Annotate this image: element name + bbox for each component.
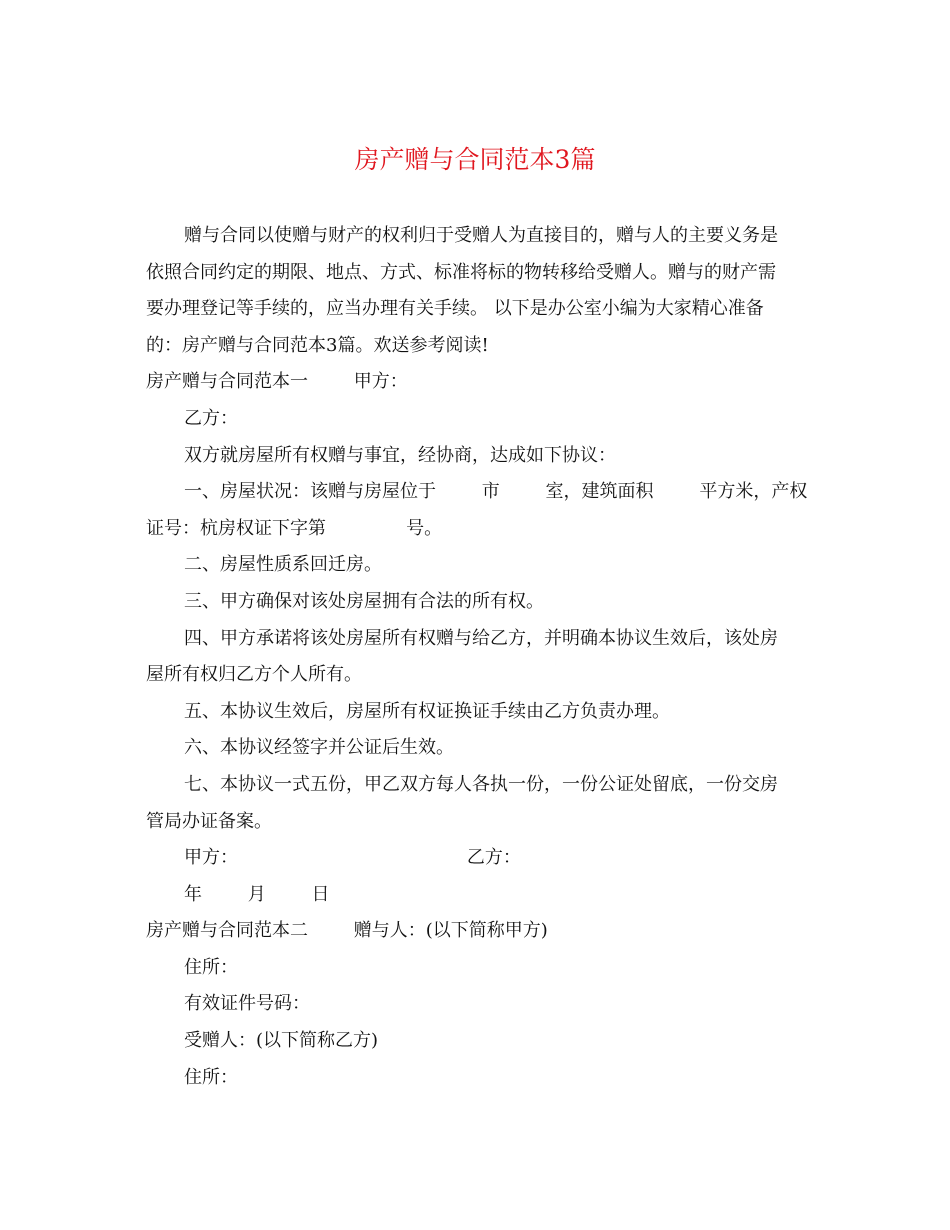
- document-line: 甲方： 乙方：: [184, 847, 521, 869]
- document-body: [146, 218, 808, 1096]
- document-line: 住所：: [184, 1066, 238, 1088]
- document-line: 受赠人：(以下简称乙方): [184, 1030, 379, 1052]
- document-line: 三、甲方确保对该处房屋拥有合法的所有权。: [184, 590, 544, 612]
- document-line: 五、本协议生效后，房屋所有权证换证手续由乙方负责办理。: [184, 700, 670, 722]
- document-line: 七、本协议一式五份，甲乙双方每人各执一份，一份公证处留底，一份交房: [184, 773, 778, 795]
- document-line: 双方就房屋所有权赠与事宜，经协商，达成如下协议：: [184, 444, 616, 466]
- document-line: 二、房屋性质系回迁房。: [184, 554, 382, 576]
- document-line: 住所：: [184, 956, 238, 978]
- document-line: 房产赠与合同范本二 赠与人：(以下简称甲方): [146, 920, 548, 942]
- document-line: 乙方：: [184, 407, 238, 429]
- document-title: 房产赠与合同范本3篇: [354, 145, 596, 174]
- document-line: 屋所有权归乙方个人所有。: [146, 664, 362, 686]
- document-line: 六、本协议经签字并公证后生效。: [184, 737, 454, 759]
- document-line: 房产赠与合同范本一 甲方：: [146, 371, 408, 393]
- document-line: 的：房产赠与合同范本3篇。欢送参考阅读!: [146, 334, 489, 356]
- document-line: 有效证件号码：: [184, 993, 310, 1015]
- document-line: 一、房屋状况：该赠与房屋位于 市 室，建筑面积 平方米，产权: [184, 481, 808, 503]
- document-line: 管局办证备案。: [146, 810, 272, 832]
- document-line: 四、甲方承诺将该处房屋所有权赠与给乙方，并明确本协议生效后，该处房: [184, 627, 778, 649]
- document-line: 赠与合同以使赠与财产的权利归于受赠人为直接目的，赠与人的主要义务是: [184, 225, 778, 246]
- document-line: 依照合同约定的期限、地点、方式、标准将标的物转移给受赠人。赠与的财产需: [146, 261, 776, 283]
- document-line: 证号：杭房权证下字第 号。: [146, 517, 443, 539]
- document-line: 要办理登记等手续的，应当办理有关手续。 以下是办公室小编为大家精心准备: [146, 298, 764, 320]
- document-line: 年 月 日: [184, 883, 330, 905]
